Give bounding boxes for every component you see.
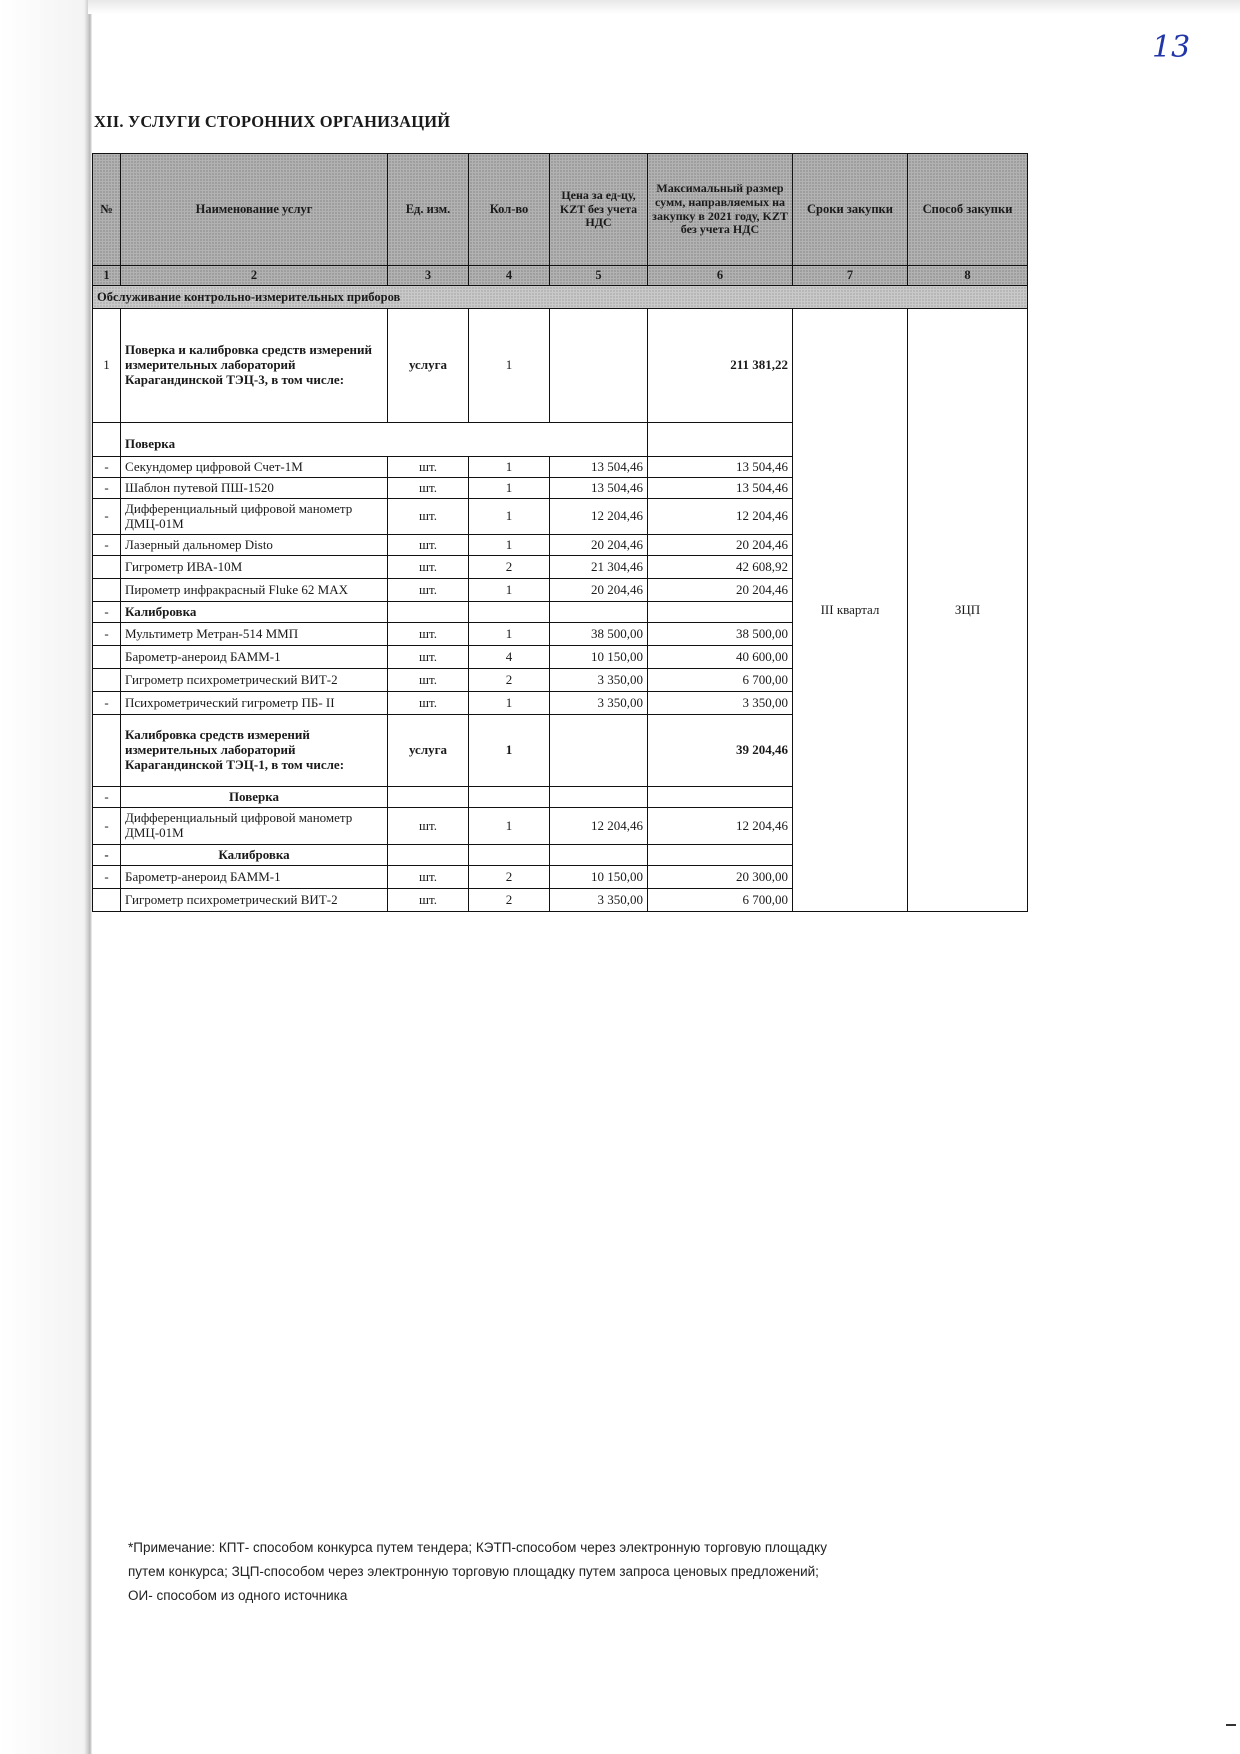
service-name: Психрометрический гигрометр ПБ- II [121, 692, 388, 715]
footnote [128, 1536, 908, 1608]
unit-price: 20 204,46 [550, 535, 648, 556]
header-cell: Наименование услуг [121, 154, 388, 266]
service-name: Секундомер цифровой Счет-1М [121, 457, 388, 478]
service-name: Поверка и калибровка средств измерений измерительных лабораторий Карагандинской ТЭЦ-3, в том числе: [121, 309, 388, 423]
max-amount: 40 600,00 [648, 646, 793, 669]
row-number: - [93, 808, 121, 845]
unit: услуга [388, 309, 469, 423]
unit: шт. [388, 808, 469, 845]
footnote-line: *Примечание: КПТ- способом конкурса путем тендера; КЭТП-способом через электронную торговую площадку [128, 1540, 827, 1555]
unit-price: 12 204,46 [550, 499, 648, 535]
max-amount: 12 204,46 [648, 808, 793, 845]
unit: шт. [388, 669, 469, 692]
quantity: 1 [469, 579, 550, 602]
header-cell: Ед. изм. [388, 154, 469, 266]
column-number: 4 [469, 266, 550, 286]
row-number: - [93, 692, 121, 715]
quantity: 2 [469, 669, 550, 692]
row-number: - [93, 602, 121, 623]
unit [388, 787, 469, 808]
column-number: 1 [93, 266, 121, 286]
unit: шт. [388, 556, 469, 579]
procurement-table [92, 153, 1028, 912]
max-amount: 20 204,46 [648, 535, 793, 556]
quantity: 2 [469, 866, 550, 889]
service-name: Пирометр инфракрасный Fluke 62 MAX [121, 579, 388, 602]
footnote-line: путем конкурса; ЗЦП-способом через электронную торговую площадку путем запроса ценовых предложений; [128, 1564, 819, 1579]
group-label-verification: Поверка [121, 423, 648, 457]
unit-price [550, 787, 648, 808]
service-name: Калибровка средств измерений измерительных лабораторий Карагандинской ТЭЦ-1, в том числе: [121, 715, 388, 787]
service-name: Шаблон путевой ПШ-1520 [121, 478, 388, 499]
column-number: 5 [550, 266, 648, 286]
service-name: Барометр-анероид БАММ-1 [121, 646, 388, 669]
service-name: Барометр-анероид БАММ-1 [121, 866, 388, 889]
row-number: 1 [93, 309, 121, 423]
procurement-method: ЗЦП [908, 309, 1028, 912]
group-label-calibration: Калибровка [121, 602, 388, 623]
footnote-line: ОИ- способом из одного источника [128, 1588, 348, 1603]
row-number [93, 715, 121, 787]
row-number: - [93, 623, 121, 646]
header-cell: Кол-во [469, 154, 550, 266]
unit-price [550, 309, 648, 423]
column-number-row [93, 266, 1028, 286]
page-number: 13 [1152, 30, 1191, 65]
header-row [93, 154, 1028, 266]
row-number: - [93, 845, 121, 866]
row-number [93, 423, 121, 457]
row-number [93, 646, 121, 669]
unit-price: 13 504,46 [550, 457, 648, 478]
quantity [469, 845, 550, 866]
unit-price: 12 204,46 [550, 808, 648, 845]
max-amount [648, 845, 793, 866]
row-number: - [93, 787, 121, 808]
row-number [93, 579, 121, 602]
unit-price: 13 504,46 [550, 478, 648, 499]
quantity: 1 [469, 535, 550, 556]
unit: шт. [388, 623, 469, 646]
unit: шт. [388, 692, 469, 715]
max-amount: 6 700,00 [648, 669, 793, 692]
max-amount [648, 423, 793, 457]
max-amount: 20 300,00 [648, 866, 793, 889]
service-name: Дифференциальный цифровой манометр ДМЦ-01М [121, 499, 388, 535]
unit-price [550, 845, 648, 866]
quantity: 2 [469, 889, 550, 912]
row-number [93, 556, 121, 579]
service-name: Дифференциальный цифровой манометр ДМЦ-01М [121, 808, 388, 845]
max-amount: 3 350,00 [648, 692, 793, 715]
section-title: XII. УСЛУГИ СТОРОННИХ ОРГАНИЗАЦИЙ [94, 112, 451, 131]
header-cell: Способ закупки [908, 154, 1028, 266]
max-amount: 6 700,00 [648, 889, 793, 912]
service-name: Мультиметр Метран-514 ММП [121, 623, 388, 646]
unit: шт. [388, 535, 469, 556]
section-band-row [93, 286, 1028, 309]
quantity: 1 [469, 623, 550, 646]
service-name: Гигрометр психрометрический ВИТ-2 [121, 669, 388, 692]
main-item-row [93, 309, 1028, 423]
scan-edge-shadow [0, 0, 92, 1754]
header-cell: Максимальный размер сумм, направляемых на закупку в 2021 году, KZT без учета НДС [648, 154, 793, 266]
unit: услуга [388, 715, 469, 787]
quantity [469, 602, 550, 623]
unit-price [550, 715, 648, 787]
unit-price: 3 350,00 [550, 889, 648, 912]
max-amount [648, 602, 793, 623]
scan-mark [1226, 1724, 1236, 1726]
column-number: 7 [793, 266, 908, 286]
service-name: Гигрометр психрометрический ВИТ-2 [121, 889, 388, 912]
max-amount: 12 204,46 [648, 499, 793, 535]
unit-price: 38 500,00 [550, 623, 648, 646]
section-band: Обслуживание контрольно-измерительных приборов [93, 286, 1028, 309]
unit-price: 10 150,00 [550, 866, 648, 889]
column-number: 3 [388, 266, 469, 286]
header-cell: № [93, 154, 121, 266]
row-number: - [93, 478, 121, 499]
quantity: 1 [469, 715, 550, 787]
quantity: 1 [469, 808, 550, 845]
quantity: 1 [469, 499, 550, 535]
service-name: Лазерный дальномер Disto [121, 535, 388, 556]
max-amount: 211 381,22 [648, 309, 793, 423]
max-amount: 13 504,46 [648, 478, 793, 499]
unit-price: 20 204,46 [550, 579, 648, 602]
column-number: 6 [648, 266, 793, 286]
quantity [469, 787, 550, 808]
procurement-period: III квартал [793, 309, 908, 912]
column-number: 2 [121, 266, 388, 286]
quantity: 1 [469, 309, 550, 423]
row-number: - [93, 535, 121, 556]
max-amount [648, 787, 793, 808]
unit: шт. [388, 457, 469, 478]
group-label-verification: Поверка [121, 787, 388, 808]
unit [388, 845, 469, 866]
group-label-calibration: Калибровка [121, 845, 388, 866]
quantity: 4 [469, 646, 550, 669]
quantity: 1 [469, 692, 550, 715]
quantity: 2 [469, 556, 550, 579]
row-number: - [93, 866, 121, 889]
unit-price: 3 350,00 [550, 669, 648, 692]
service-name: Гигрометр ИВА-10М [121, 556, 388, 579]
max-amount: 20 204,46 [648, 579, 793, 602]
unit [388, 602, 469, 623]
column-number: 8 [908, 266, 1028, 286]
unit: шт. [388, 866, 469, 889]
header-cell: Сроки закупки [793, 154, 908, 266]
unit: шт. [388, 499, 469, 535]
unit-price: 10 150,00 [550, 646, 648, 669]
unit: шт. [388, 478, 469, 499]
unit-price: 3 350,00 [550, 692, 648, 715]
scan-top-shadow [88, 0, 1240, 14]
quantity: 1 [469, 457, 550, 478]
row-number [93, 889, 121, 912]
max-amount: 42 608,92 [648, 556, 793, 579]
unit: шт. [388, 579, 469, 602]
max-amount: 13 504,46 [648, 457, 793, 478]
unit: шт. [388, 889, 469, 912]
quantity: 1 [469, 478, 550, 499]
row-number: - [93, 499, 121, 535]
max-amount: 39 204,46 [648, 715, 793, 787]
header-cell: Цена за ед-цу, KZT без учета НДС [550, 154, 648, 266]
unit: шт. [388, 646, 469, 669]
row-number [93, 669, 121, 692]
row-number: - [93, 457, 121, 478]
unit-price [550, 602, 648, 623]
max-amount: 38 500,00 [648, 623, 793, 646]
unit-price: 21 304,46 [550, 556, 648, 579]
